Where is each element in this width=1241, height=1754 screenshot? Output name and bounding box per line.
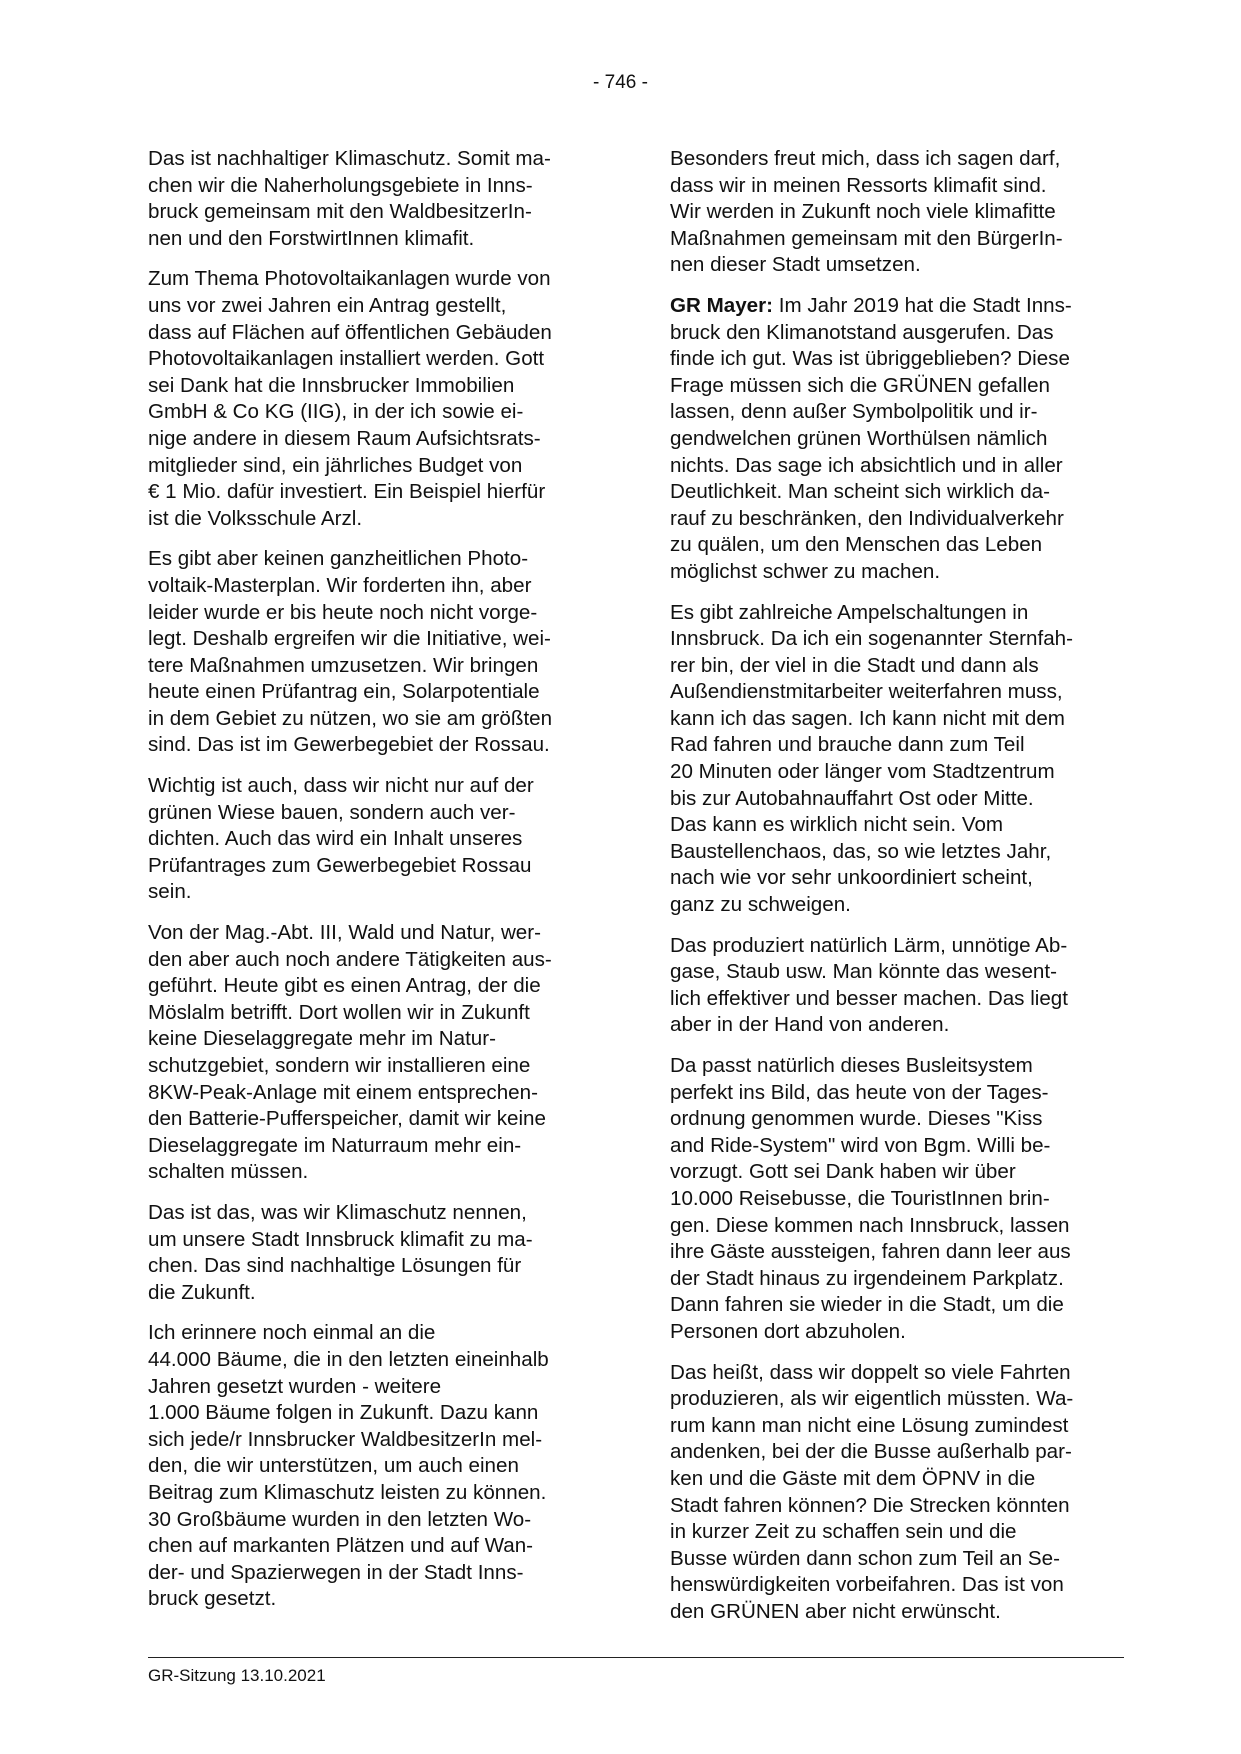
text-line: geführt. Heute gibt es einen Antrag, der die	[148, 974, 541, 998]
text-line: Es gibt zahlreiche Ampelschaltungen in	[670, 600, 1029, 624]
text-line: nige andere in diesem Raum Aufsichtsrats-	[148, 426, 541, 450]
paragraph	[670, 1053, 1122, 1346]
text-line: den, die wir unterstützen, um auch einen	[148, 1454, 519, 1478]
text-line: bruck gemeinsam mit den WaldbesitzerIn-	[148, 200, 532, 224]
text-line: rer bin, der viel in die Stadt und dann als	[670, 653, 1039, 677]
text-line: Innsbruck. Da ich ein sogenannter Sternfah-	[670, 627, 1073, 651]
speaker-name: GR Mayer:	[670, 293, 773, 317]
text-line: Das ist nachhaltiger Klimaschutz. Somit ma-	[148, 147, 551, 170]
text-line: sich jede/r Innsbrucker WaldbesitzerIn mel-	[148, 1427, 543, 1451]
text-line: in kurzer Zeit zu schaffen sein und die	[670, 1520, 1017, 1544]
text-line: produzieren, als wir eigentlich müssten. Wa-	[670, 1387, 1074, 1411]
text-fragment: Im Jahr 2019 hat die Stadt Inns-	[773, 293, 1072, 317]
text-line: heute einen Prüfantrag ein, Solarpotentiale	[148, 680, 540, 704]
footer-divider	[148, 1657, 1124, 1658]
text-line: der- und Spazierwegen in der Stadt Inns-	[148, 1560, 524, 1584]
text-line: möglichst schwer zu machen.	[670, 559, 941, 583]
text-line: bruck den Klimanotstand ausgerufen. Das	[670, 320, 1054, 344]
text-line: Besonders freut mich, dass ich sagen darf,	[670, 147, 1061, 170]
text-line: Beitrag zum Klimaschutz leisten zu können.	[148, 1480, 547, 1504]
text-line: Jahren gesetzt wurden - weitere	[148, 1374, 442, 1398]
text-line: keine Dieselaggregate mehr im Natur-	[148, 1027, 496, 1051]
footer-session-date: GR-Sitzung 13.10.2021	[148, 1666, 326, 1685]
text-line: Es gibt aber keinen ganzheitlichen Photo-	[148, 547, 529, 571]
text-line: chen wir die Naherholungsgebiete in Inns-	[148, 173, 533, 197]
text-line: vorzugt. Gott sei Dank haben wir über	[670, 1160, 1016, 1184]
text-line: Das ist das, was wir Klimaschutz nennen,	[148, 1200, 527, 1224]
text-line: zu quälen, um den Menschen das Leben	[670, 533, 1043, 557]
page-number: - 746 -	[593, 72, 648, 93]
text-line: voltaik-Masterplan. Wir forderten ihn, aber	[148, 573, 532, 597]
text-line: den aber auch noch andere Tätigkeiten aus-	[148, 947, 552, 971]
text-line: Von der Mag.-Abt. III, Wald und Natur, wer-	[148, 921, 541, 945]
text-line: Busse würden dann schon zum Teil an Se-	[670, 1546, 1060, 1570]
text-line: Maßnahmen gemeinsam mit den BürgerIn-	[670, 226, 1063, 250]
text-line: ihre Gäste aussteigen, fahren dann leer aus	[670, 1240, 1071, 1264]
text-line: Da passt natürlich dieses Busleitsystem	[670, 1054, 1033, 1077]
text-line: Deutlichkeit. Man scheint sich wirklich da-	[670, 480, 1050, 504]
text-line: nen dieser Stadt umsetzen.	[670, 253, 921, 277]
text-line: bis zur Autobahnauffahrt Ost oder Mitte.	[670, 786, 1034, 810]
text-line: gen. Diese kommen nach Innsbruck, lassen	[670, 1213, 1070, 1237]
text-line: aber in der Hand von anderen.	[670, 1013, 950, 1037]
text-line: ganz zu schweigen.	[670, 893, 851, 917]
text-line: der Stadt hinaus zu irgendeinem Parkplatz.	[670, 1266, 1064, 1290]
text-line: dichten. Auch das wird ein Inhalt unseres	[148, 827, 523, 851]
paragraph	[670, 293, 1122, 586]
text-line: nen und den ForstwirtInnen klimafit.	[148, 226, 475, 250]
paragraph	[148, 773, 600, 906]
text-line: rum kann man nicht eine Lösung zumindest	[670, 1413, 1069, 1437]
text-line: uns vor zwei Jahren ein Antrag gestellt,	[148, 293, 507, 317]
text-line: Möslalm betrifft. Dort wollen wir in Zukunft	[148, 1000, 530, 1024]
text-line: gendwelchen grünen Worthülsen nämlich	[670, 426, 1048, 450]
text-line: nichts. Das sage ich absichtlich und in aller	[670, 453, 1063, 477]
text-line: ken und die Gäste mit dem ÖPNV in die	[670, 1466, 1036, 1490]
text-line: schutzgebiet, sondern wir installieren eine	[148, 1054, 531, 1077]
text-line: 20 Minuten oder länger vom Stadtzentrum	[670, 760, 1055, 784]
paragraph	[148, 920, 600, 1186]
text-line: Personen dort abzuholen.	[670, 1319, 906, 1343]
text-line: rauf zu beschränken, den Individualverkehr	[670, 506, 1064, 530]
paragraph	[148, 1320, 600, 1613]
text-line	[670, 293, 1122, 320]
text-line: sei Dank hat die Innsbrucker Immobilien	[148, 373, 515, 397]
text-line: Rad fahren und brauche dann zum Teil	[670, 733, 1025, 757]
text-line: Außendienstmitarbeiter weiterfahren muss,	[670, 680, 1063, 704]
text-line: legt. Deshalb ergreifen wir die Initiative, wei-	[148, 627, 551, 651]
text-line: Das produziert natürlich Lärm, unnötige Ab-	[670, 933, 1068, 957]
text-line: and Ride-System" wird von Bgm. Willi be-	[670, 1133, 1051, 1157]
text-line: ist die Volksschule Arzl.	[148, 506, 363, 530]
paragraph	[148, 1200, 600, 1306]
text-line: Wichtig ist auch, dass wir nicht nur auf der	[148, 774, 534, 798]
text-line: sein.	[148, 880, 192, 904]
text-line: lassen, denn außer Symbolpolitik und ir-	[670, 400, 1038, 424]
text-line: 30 Großbäume wurden in den letzten Wo-	[148, 1507, 532, 1531]
paragraph	[148, 546, 600, 759]
paragraph	[670, 933, 1122, 1039]
text-line: dass wir in meinen Ressorts klimafit sind.	[670, 173, 1047, 197]
text-line: Baustellenchaos, das, so wie letztes Jahr,	[670, 839, 1052, 863]
text-line: andenken, bei der die Busse außerhalb par-	[670, 1440, 1072, 1464]
text-line: finde ich gut. Was ist übriggeblieben? Diese	[670, 347, 1070, 371]
text-line: die Zukunft.	[148, 1280, 256, 1304]
paragraph	[148, 146, 600, 252]
text-line: gase, Staub usw. Man könnte das wesent-	[670, 960, 1057, 984]
text-line: GmbH & Co KG (IIG), in der ich sowie ei-	[148, 400, 524, 424]
text-line: Stadt fahren können? Die Strecken könnten	[670, 1493, 1070, 1517]
text-line: nach wie vor sehr unkoordiniert scheint,	[670, 866, 1033, 890]
text-line: bruck gesetzt.	[148, 1587, 277, 1611]
text-line: Dann fahren sie wieder in die Stadt, um die	[670, 1293, 1064, 1317]
paragraph	[670, 1360, 1122, 1626]
text-line: 44.000 Bäume, die in den letzten eineinhalb	[148, 1347, 549, 1371]
text-line: kann ich das sagen. Ich kann nicht mit dem	[670, 706, 1065, 730]
text-line: leider wurde er bis heute noch nicht vorge-	[148, 600, 538, 624]
text-line: chen auf markanten Plätzen und auf Wan-	[148, 1534, 534, 1558]
text-line: den GRÜNEN aber nicht erwünscht.	[670, 1599, 1001, 1623]
text-line: Prüfantrages zum Gewerbegebiet Rossau	[148, 853, 532, 877]
text-line: in dem Gebiet zu nützen, wo sie am größten	[148, 706, 553, 730]
paragraph	[148, 266, 600, 532]
text-line: grünen Wiese bauen, sondern auch ver-	[148, 800, 516, 824]
text-line: mitglieder sind, ein jährliches Budget von	[148, 453, 523, 477]
text-line: Das heißt, dass wir doppelt so viele Fahrten	[670, 1360, 1071, 1384]
text-line: den Batterie-Pufferspeicher, damit wir keine	[148, 1107, 546, 1131]
text-line: Photovoltaikanlagen installiert werden. Gott	[148, 347, 545, 371]
text-line: Dieselaggregate im Naturraum mehr ein-	[148, 1133, 522, 1157]
text-line: Das kann es wirklich nicht sein. Vom	[670, 813, 1004, 837]
text-line: Wir werden in Zukunft noch viele klimafitte	[670, 200, 1056, 224]
text-line: um unsere Stadt Innsbruck klimafit zu ma-	[148, 1227, 533, 1251]
text-line: tere Maßnahmen umzusetzen. Wir bringen	[148, 653, 539, 677]
text-line: henswürdigkeiten vorbeifahren. Das ist von	[670, 1573, 1064, 1597]
left-column	[148, 146, 600, 1627]
text-line: lich effektiver und besser machen. Das liegt	[670, 986, 1068, 1010]
text-line: chen. Das sind nachhaltige Lösungen für	[148, 1254, 522, 1278]
paragraph	[670, 146, 1122, 279]
text-line: 8KW-Peak-Anlage mit einem entsprechen-	[148, 1080, 538, 1104]
paragraph	[670, 600, 1122, 919]
text-line: ordnung genommen wurde. Dieses "Kiss	[670, 1107, 1043, 1131]
text-line: sind. Das ist im Gewerbegebiet der Rossau.	[148, 733, 550, 757]
text-line: € 1 Mio. dafür investiert. Ein Beispiel hierfür	[148, 480, 546, 504]
text-line: dass auf Flächen auf öffentlichen Gebäuden	[148, 320, 552, 344]
text-line: Ich erinnere noch einmal an die	[148, 1321, 436, 1345]
text-line: Frage müssen sich die GRÜNEN gefallen	[670, 373, 1050, 397]
text-line: 1.000 Bäume folgen in Zukunft. Dazu kann	[148, 1401, 539, 1425]
text-line: Zum Thema Photovoltaikanlagen wurde von	[148, 267, 551, 291]
text-line: schalten müssen.	[148, 1160, 309, 1184]
text-line: perfekt ins Bild, das heute von der Tages-	[670, 1080, 1049, 1104]
text-line: 10.000 Reisebusse, die TouristInnen brin-	[670, 1186, 1050, 1210]
right-column	[670, 146, 1122, 1639]
